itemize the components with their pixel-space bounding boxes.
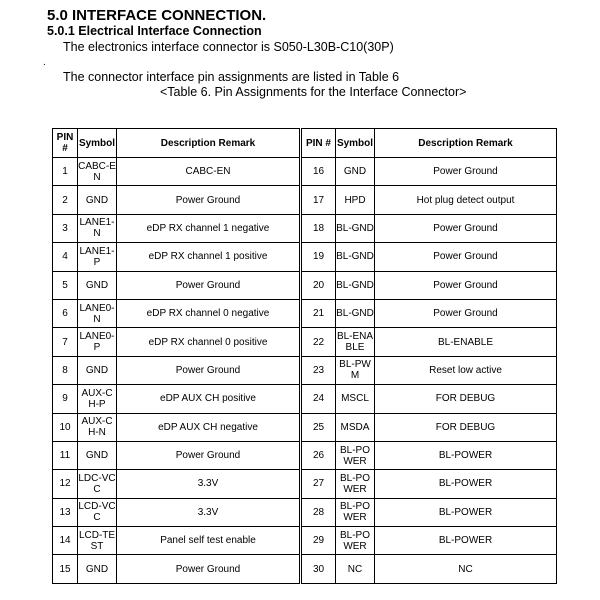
cell-pin-left: 1 xyxy=(53,158,78,186)
cell-pin-right: 22 xyxy=(301,328,336,356)
cell-description-left: Power Ground xyxy=(117,356,301,384)
cell-symbol-right: BL-GND xyxy=(336,299,375,327)
cell-symbol-left: LANE0-N xyxy=(78,299,117,327)
section-heading: 5.0 INTERFACE CONNECTION. xyxy=(47,7,267,24)
cell-pin-left: 11 xyxy=(53,441,78,469)
cell-symbol-right: BL-ENABLE xyxy=(336,328,375,356)
table-row xyxy=(53,271,557,299)
cell-pin-left: 7 xyxy=(53,328,78,356)
table-row xyxy=(53,356,557,384)
connector-sentence: The electronics interface connector is S050-L30B-C10(30P) xyxy=(63,40,394,54)
cell-description-left: eDP RX channel 1 negative xyxy=(117,214,301,242)
cell-pin-right: 24 xyxy=(301,385,336,413)
cell-pin-right: 28 xyxy=(301,498,336,526)
cell-description-left: Power Ground xyxy=(117,186,301,214)
cell-symbol-left: GND xyxy=(78,186,117,214)
cell-pin-right: 16 xyxy=(301,158,336,186)
cell-symbol-right: BL-GND xyxy=(336,271,375,299)
cell-symbol-left: CABC-EN xyxy=(78,158,117,186)
cell-symbol-right: BL-POWER xyxy=(336,441,375,469)
cell-pin-left: 10 xyxy=(53,413,78,441)
cell-pin-left: 15 xyxy=(53,555,78,583)
table-row xyxy=(53,385,557,413)
cell-pin-right: 20 xyxy=(301,271,336,299)
cell-description-right: Power Ground xyxy=(375,271,557,299)
cell-description-right: FOR DEBUG xyxy=(375,413,557,441)
table-row xyxy=(53,214,557,242)
cell-pin-left: 12 xyxy=(53,470,78,498)
cell-description-left: eDP AUX CH negative xyxy=(117,413,301,441)
cell-description-right: BL-POWER xyxy=(375,470,557,498)
cell-description-left: Power Ground xyxy=(117,555,301,583)
header-symbol-right: Symbol xyxy=(336,129,375,158)
cell-symbol-left: LANE0-P xyxy=(78,328,117,356)
cell-description-left: eDP RX channel 1 positive xyxy=(117,243,301,271)
cell-pin-left: 5 xyxy=(53,271,78,299)
table-row xyxy=(53,470,557,498)
cell-pin-left: 3 xyxy=(53,214,78,242)
cell-description-right: Power Ground xyxy=(375,214,557,242)
cell-symbol-left: GND xyxy=(78,555,117,583)
cell-description-left: eDP RX channel 0 negative xyxy=(117,299,301,327)
cell-symbol-right: HPD xyxy=(336,186,375,214)
cell-pin-right: 21 xyxy=(301,299,336,327)
cell-pin-right: 27 xyxy=(301,470,336,498)
table-row xyxy=(53,498,557,526)
cell-pin-right: 26 xyxy=(301,441,336,469)
cell-pin-left: 2 xyxy=(53,186,78,214)
cell-description-right: BL-POWER xyxy=(375,498,557,526)
cell-symbol-right: BL-GND xyxy=(336,214,375,242)
cell-symbol-left: LCD-VCC xyxy=(78,498,117,526)
table-row xyxy=(53,243,557,271)
cell-pin-left: 6 xyxy=(53,299,78,327)
cell-description-left: CABC-EN xyxy=(117,158,301,186)
header-symbol-left: Symbol xyxy=(78,129,117,158)
cell-description-right: BL-POWER xyxy=(375,527,557,555)
cell-description-right: Hot plug detect output xyxy=(375,186,557,214)
cell-pin-left: 9 xyxy=(53,385,78,413)
header-description-left: Description Remark xyxy=(117,129,301,158)
cell-symbol-right: BL-GND xyxy=(336,243,375,271)
pin-assignment-table xyxy=(52,128,557,584)
cell-pin-right: 18 xyxy=(301,214,336,242)
cell-description-left: Power Ground xyxy=(117,271,301,299)
cell-description-right: Reset low active xyxy=(375,356,557,384)
cell-symbol-left: LCD-TEST xyxy=(78,527,117,555)
table-row xyxy=(53,527,557,555)
cell-symbol-left: GND xyxy=(78,441,117,469)
cell-pin-right: 19 xyxy=(301,243,336,271)
table-row xyxy=(53,413,557,441)
header-pin-left: PIN # xyxy=(53,129,78,158)
cell-symbol-left: GND xyxy=(78,356,117,384)
cell-description-left: eDP RX channel 0 positive xyxy=(117,328,301,356)
cell-symbol-right: BL-POWER xyxy=(336,470,375,498)
table-row xyxy=(53,186,557,214)
cell-description-right: BL-POWER xyxy=(375,441,557,469)
cell-description-right: Power Ground xyxy=(375,299,557,327)
cell-description-right: FOR DEBUG xyxy=(375,385,557,413)
cell-symbol-right: GND xyxy=(336,158,375,186)
table-row xyxy=(53,555,557,583)
cell-pin-right: 17 xyxy=(301,186,336,214)
cell-description-left: 3.3V xyxy=(117,470,301,498)
table-row xyxy=(53,441,557,469)
cell-symbol-left: LDC-VCC xyxy=(78,470,117,498)
cell-description-left: Panel self test enable xyxy=(117,527,301,555)
cell-pin-left: 4 xyxy=(53,243,78,271)
cell-symbol-left: LANE1-P xyxy=(78,243,117,271)
cell-description-right: Power Ground xyxy=(375,158,557,186)
table-row xyxy=(53,158,557,186)
cell-description-left: eDP AUX CH positive xyxy=(117,385,301,413)
cell-symbol-left: GND xyxy=(78,271,117,299)
cell-pin-right: 25 xyxy=(301,413,336,441)
cell-symbol-right: BL-PWM xyxy=(336,356,375,384)
cell-description-right: NC xyxy=(375,555,557,583)
cell-pin-right: 30 xyxy=(301,555,336,583)
table-intro-sentence: The connector interface pin assignments are listed in Table 6 xyxy=(63,70,400,84)
cell-symbol-left: AUX-CH-N xyxy=(78,413,117,441)
cell-description-left: 3.3V xyxy=(117,498,301,526)
table-row xyxy=(53,328,557,356)
header-description-right: Description Remark xyxy=(375,129,557,158)
table-header-row xyxy=(53,129,557,158)
table-row xyxy=(53,299,557,327)
cell-symbol-left: LANE1-N xyxy=(78,214,117,242)
cell-symbol-right: MSCL xyxy=(336,385,375,413)
cell-symbol-right: BL-POWER xyxy=(336,498,375,526)
cell-pin-left: 13 xyxy=(53,498,78,526)
cell-symbol-right: NC xyxy=(336,555,375,583)
cell-description-right: Power Ground xyxy=(375,243,557,271)
cell-symbol-right: MSDA xyxy=(336,413,375,441)
cell-description-left: Power Ground xyxy=(117,441,301,469)
cell-pin-right: 29 xyxy=(301,527,336,555)
cell-symbol-right: BL-POWER xyxy=(336,527,375,555)
cell-symbol-left: AUX-CH-P xyxy=(78,385,117,413)
cell-pin-left: 14 xyxy=(53,527,78,555)
table-caption: <Table 6. Pin Assignments for the Interface Connector> xyxy=(160,85,467,99)
stray-dot: . xyxy=(43,57,46,68)
cell-description-right: BL-ENABLE xyxy=(375,328,557,356)
subsection-heading: 5.0.1 Electrical Interface Connection xyxy=(47,24,262,38)
cell-pin-right: 23 xyxy=(301,356,336,384)
cell-pin-left: 8 xyxy=(53,356,78,384)
header-pin-right: PIN # xyxy=(301,129,336,158)
